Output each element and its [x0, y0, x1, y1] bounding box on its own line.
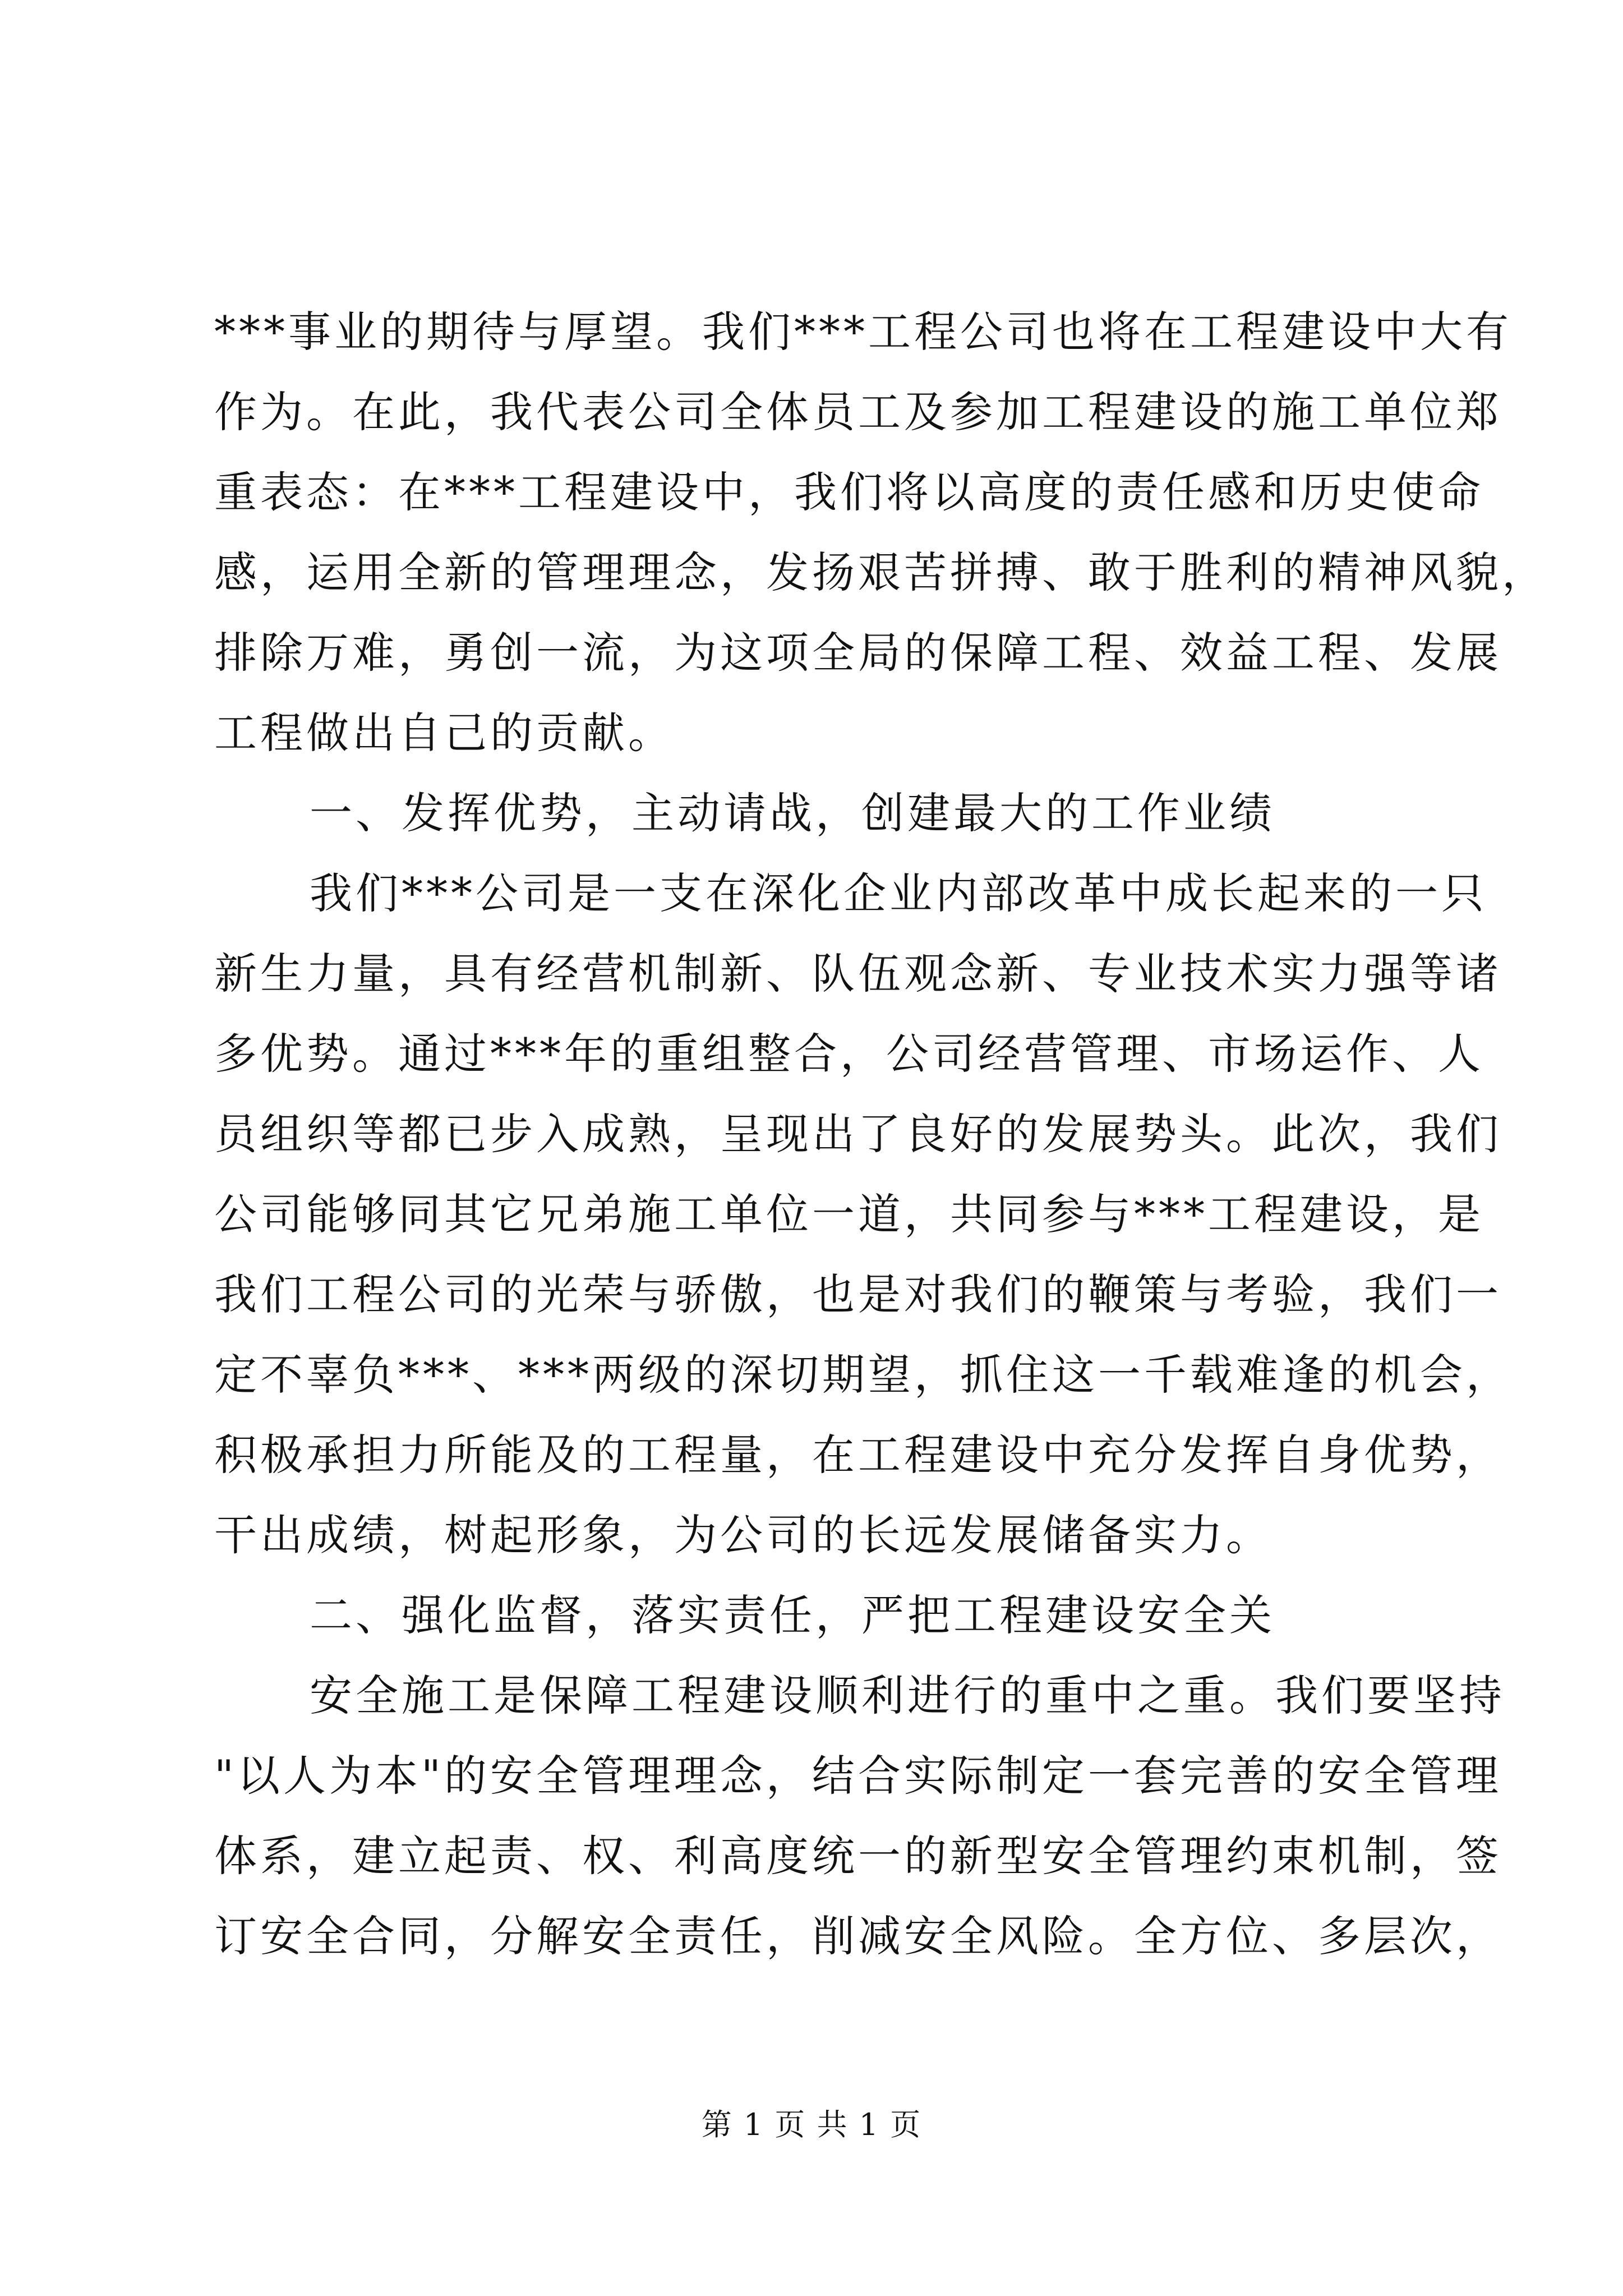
- text-line: 一、发挥优势，主动请战，创建最大的工作业绩: [310, 788, 1275, 838]
- text-line: 体系，建立起责、权、利高度统一的新型安全管理约束机制，签: [214, 1831, 1502, 1881]
- text-line: ***事业的期待与厚望。我们***工程公司也将在工程建设中大有: [214, 307, 1512, 357]
- text-line: 作为。在此，我代表公司全体员工及参加工程建设的施工单位郑: [214, 387, 1502, 437]
- text-line: 感，运用全新的管理理念，发扬艰苦拼搏、敢于胜利的精神风貌，: [214, 547, 1548, 597]
- document-body: [214, 292, 1548, 1976]
- text-line: 公司能够同其它兄弟施工单位一道，共同参与***工程建设，是: [214, 1189, 1484, 1239]
- text-line: 新生力量，具有经营机制新、队伍观念新、专业技术实力强等诸: [214, 949, 1502, 999]
- text-line: 安全施工是保障工程建设顺利进行的重中之重。我们要坚持: [310, 1671, 1505, 1720]
- page-footer: 第 1 页 共 1 页: [701, 2107, 922, 2142]
- text-line: 多优势。通过***年的重组整合，公司经营管理、市场运作、人: [214, 1029, 1484, 1079]
- text-line: "以人为本"的安全管理理念，结合实际制定一套完善的安全管理: [214, 1751, 1502, 1801]
- text-line: 我们***公司是一支在深化企业内部改革中成长起来的一只: [310, 868, 1487, 918]
- text-line: 积极承担力所能及的工程量，在工程建设中充分发挥自身优势，: [214, 1430, 1502, 1480]
- text-line: 我们工程公司的光荣与骄傲，也是对我们的鞭策与考验，我们一: [214, 1269, 1502, 1319]
- text-line: 重表态：在***工程建设中，我们将以高度的责任感和历史使命: [214, 467, 1484, 517]
- text-line: 定不辜负***、***两级的深切期望，抓住这一千载难逢的机会，: [214, 1350, 1512, 1400]
- text-line: 二、强化监督，落实责任，严把工程建设安全关: [310, 1590, 1275, 1640]
- text-line: 排除万难，勇创一流，为这项全局的保障工程、效益工程、发展: [214, 628, 1502, 678]
- text-line: 员组织等都已步入成熟，呈现出了良好的发展势头。此次，我们: [214, 1109, 1502, 1159]
- text-line: 订安全合同，分解安全责任，削减安全风险。全方位、多层次，: [214, 1911, 1502, 1961]
- text-line: 工程做出自己的贡献。: [214, 708, 674, 758]
- text-line: 干出成绩，树起形象，为公司的长远发展储备实力。: [214, 1510, 1272, 1560]
